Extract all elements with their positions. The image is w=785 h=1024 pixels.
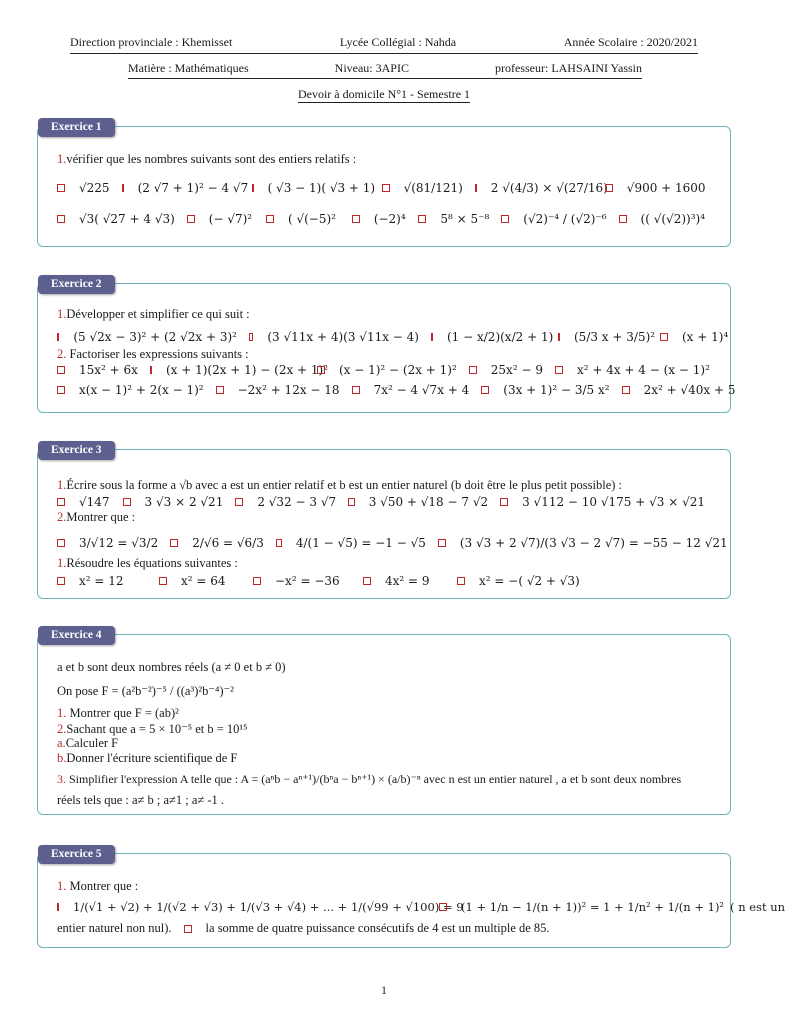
- checkbox-bullet-icon: [253, 577, 261, 585]
- list-item: 3 √3 × 2 √21: [123, 495, 224, 509]
- checkbox-bullet-icon: [438, 539, 446, 547]
- list-item: (5 √2x − 3)² + (2 √2x + 3)²: [57, 330, 237, 344]
- checkbox-bullet-icon: [57, 498, 65, 506]
- list-item: √900 + 1600: [605, 181, 706, 195]
- ex2-question-1: 1.Développer et simplifier ce qui suit :: [57, 307, 250, 321]
- checkbox-bullet-icon: [249, 333, 253, 341]
- checkbox-bullet-icon: [431, 333, 433, 341]
- list-item: x(x − 1)² + 2(x − 1)²: [57, 383, 204, 397]
- checkbox-bullet-icon: [660, 333, 668, 341]
- ex2-row-3: [57, 380, 736, 400]
- list-item: x² + 4x + 4 − (x − 1)²: [555, 363, 710, 377]
- checkbox-bullet-icon: [276, 539, 282, 547]
- list-item: (2 √7 + 1)² − 4 √7: [122, 181, 240, 195]
- ex4-line-1: a et b sont deux nombres réels (a ≠ 0 et b ≠ 0): [57, 660, 286, 674]
- list-item: √(81/121): [382, 181, 463, 195]
- checkbox-bullet-icon: [57, 366, 65, 374]
- ex3-question-1: 1.Écrire sous la forme a √b avec a est un entier relatif et b est un entier naturel (b doit être le plus petit possible) :: [57, 478, 622, 492]
- list-item: 25x² − 9: [469, 363, 543, 377]
- list-item: (x + 1)(2x + 1) − (2x + 1)²: [150, 363, 305, 377]
- list-item: (5/3 x + 3/5)²: [558, 330, 648, 344]
- checkbox-bullet-icon: [187, 215, 195, 223]
- checkbox-bullet-icon: [555, 366, 563, 374]
- list-item: −2x² + 12x − 18: [216, 383, 340, 397]
- list-item: √225: [57, 181, 110, 195]
- checkbox-bullet-icon: [57, 577, 65, 585]
- exercise-2-tag: Exercice 2: [38, 275, 115, 294]
- ex2-row-1: [57, 327, 729, 347]
- list-item: 4/(1 − √5) = −1 − √5: [276, 536, 426, 550]
- checkbox-bullet-icon: [317, 366, 325, 374]
- checkbox-bullet-icon: [348, 498, 355, 506]
- list-item: 1/(√1 + √2) + 1/(√2 + √3) + 1/(√3 + √4) + ... + 1/(√99 + √100) = 9: [57, 900, 427, 914]
- list-item: (1 − x/2)(x/2 + 1): [431, 330, 546, 344]
- ex3-question-3: 1.Résoudre les équations suivantes :: [57, 556, 238, 570]
- checkbox-bullet-icon: [170, 539, 178, 547]
- checkbox-bullet-icon: [184, 925, 192, 933]
- ex3-row-2: [57, 530, 728, 556]
- list-item: (1 + 1/n − 1/(n + 1))² = 1 + 1/n² + 1/(n + 1)² ( n est un: [439, 900, 785, 914]
- list-item: 3 √50 + √18 − 7 √2: [348, 495, 488, 509]
- checkbox-bullet-icon: [558, 333, 560, 341]
- checkbox-bullet-icon: [216, 386, 224, 394]
- list-item: 2 √32 − 3 √7: [235, 495, 336, 509]
- ex4-line-2: On pose F = (a²b⁻²)⁻⁵ / ((a³)²b⁻⁴)⁻²: [57, 684, 234, 698]
- list-item: (3x + 1)² − 3/5 x²: [481, 383, 609, 397]
- checkbox-bullet-icon: [500, 498, 508, 506]
- checkbox-bullet-icon: [619, 215, 627, 223]
- checkbox-bullet-icon: [457, 577, 465, 585]
- ex4-line-5: a.Calculer F: [57, 736, 119, 750]
- ex4-line-8: réels tels que : a≠ b ; a≠1 ; a≠ -1 .: [57, 793, 225, 807]
- list-item: −x² = −36: [253, 574, 351, 588]
- matiere-label: Matière : Mathématiques: [128, 61, 249, 75]
- lycee-label: Lycée Collégial : Nahda: [339, 35, 457, 49]
- checkbox-bullet-icon: [57, 333, 59, 341]
- checkbox-bullet-icon: [363, 577, 371, 585]
- list-item: 3 √112 − 10 √175 + √3 × √21: [500, 495, 705, 509]
- checkbox-bullet-icon: [418, 215, 426, 223]
- checkbox-bullet-icon: [622, 386, 630, 394]
- list-item: (x − 1)² − (2x + 1)²: [317, 363, 457, 377]
- list-item: 2/√6 = √6/3: [170, 536, 264, 550]
- ex4-line-4: 2.Sachant que a = 5 × 10⁻⁵ et b = 10¹⁵: [57, 722, 248, 736]
- ex5-question-1: 1. Montrer que :: [57, 879, 139, 893]
- list-item: (√2)⁻⁴ / (√2)⁻⁶: [501, 212, 606, 226]
- list-item: (3 √3 + 2 √7)/(3 √3 − 2 √7) = −55 − 12 √21: [438, 536, 728, 550]
- direction-label: Direction provinciale : Khemisset: [70, 35, 233, 49]
- list-item: ( √(−5)²: [266, 212, 340, 226]
- ex5-row-1: [57, 896, 785, 918]
- checkbox-bullet-icon: [159, 577, 167, 585]
- ex3-row-3: [57, 572, 717, 590]
- checkbox-bullet-icon: [57, 184, 65, 192]
- list-item: (− √7)²: [187, 212, 254, 226]
- list-item: 5⁸ × 5⁻⁸: [418, 212, 489, 226]
- checkbox-bullet-icon: [501, 215, 509, 223]
- page-title: Devoir à domicile N°1 - Semestre 1: [297, 87, 471, 101]
- checkbox-bullet-icon: [122, 184, 124, 192]
- list-item: 3/√12 = √3/2: [57, 536, 158, 550]
- ex4-line-7: 3. Simplifier l'expression A telle que : A = (aⁿb − aⁿ⁺¹)/(bⁿa − bⁿ⁺¹) × (a/b)⁻ⁿ avec n est un entier naturel , a et b sont deux nombres: [57, 772, 682, 786]
- list-item: 2 √(4/3) × √(27/16): [475, 181, 593, 195]
- ex3-question-2: 2.Montrer que :: [57, 510, 136, 524]
- ex2-question-2: 2. Factoriser les expressions suivants :: [57, 347, 249, 361]
- checkbox-bullet-icon: [605, 184, 613, 192]
- list-item: x² = 12: [57, 574, 147, 588]
- list-item: (x + 1)⁴: [660, 330, 728, 344]
- checkbox-bullet-icon: [469, 366, 477, 374]
- ex4-line-3: 1. Montrer que F = (ab)²: [57, 706, 179, 720]
- list-item: (−2)⁴: [352, 212, 407, 226]
- checkbox-bullet-icon: [57, 903, 59, 911]
- ex1-row-2: [57, 207, 717, 231]
- ex4-line-6: b.Donner l'écriture scientifique de F: [57, 751, 238, 765]
- exercise-1-tag: Exercice 1: [38, 118, 115, 137]
- ex5-line-2: entier naturel non nul). la somme de quatre puissance consécutifs de 4 est un multiple de 85.: [57, 921, 550, 935]
- list-item: 15x² + 6x: [57, 363, 138, 377]
- ex1-question-1: 1.vérifier que les nombres suivants sont des entiers relatifs :: [57, 152, 357, 166]
- ex1-row-1: [57, 176, 717, 200]
- list-item: 7x² − 4 √7x + 4: [352, 383, 470, 397]
- checkbox-bullet-icon: [57, 386, 65, 394]
- list-item: ( √3 − 1)( √3 + 1): [252, 181, 370, 195]
- niveau-label: Niveau: 3APIC: [334, 61, 409, 75]
- exercise-3-tag: Exercice 3: [38, 441, 115, 460]
- checkbox-bullet-icon: [352, 386, 360, 394]
- page-number: 1: [381, 983, 387, 997]
- ex2-row-2: [57, 361, 717, 379]
- list-item: x² = −( √2 + √3): [457, 574, 580, 588]
- checkbox-bullet-icon: [150, 366, 152, 374]
- checkbox-bullet-icon: [252, 184, 254, 192]
- annee-label: Année Scolaire : 2020/2021: [563, 35, 698, 49]
- header-row-2: [128, 61, 642, 76]
- checkbox-bullet-icon: [352, 215, 360, 223]
- checkbox-bullet-icon: [481, 386, 489, 394]
- ex3-row-1: [57, 493, 717, 511]
- exercise-5-tag: Exercice 5: [38, 845, 115, 864]
- checkbox-bullet-icon: [235, 498, 243, 506]
- exercise-4-tag: Exercice 4: [38, 626, 115, 645]
- list-item: 4x² = 9: [363, 574, 445, 588]
- checkbox-bullet-icon: [475, 184, 477, 192]
- list-item: x² = 64: [159, 574, 241, 588]
- list-item: (3 √11x + 4)(3 √11x − 4): [249, 330, 419, 344]
- list-item: 2x² + √40x + 5: [622, 383, 736, 397]
- checkbox-bullet-icon: [57, 215, 65, 223]
- list-item: (( √(√2))³)⁴: [619, 212, 705, 226]
- header-divider-2: [128, 78, 642, 79]
- checkbox-bullet-icon: [123, 498, 131, 506]
- professeur-label: professeur: LAHSAINI Yassin: [495, 61, 642, 75]
- header-row-1: [70, 35, 698, 50]
- checkbox-bullet-icon: [382, 184, 390, 192]
- list-item: √147: [57, 495, 111, 509]
- header-divider: [70, 53, 698, 54]
- checkbox-bullet-icon: [439, 903, 447, 911]
- checkbox-bullet-icon: [266, 215, 274, 223]
- checkbox-bullet-icon: [57, 539, 65, 547]
- list-item: √3( √27 + 4 √3): [57, 212, 175, 226]
